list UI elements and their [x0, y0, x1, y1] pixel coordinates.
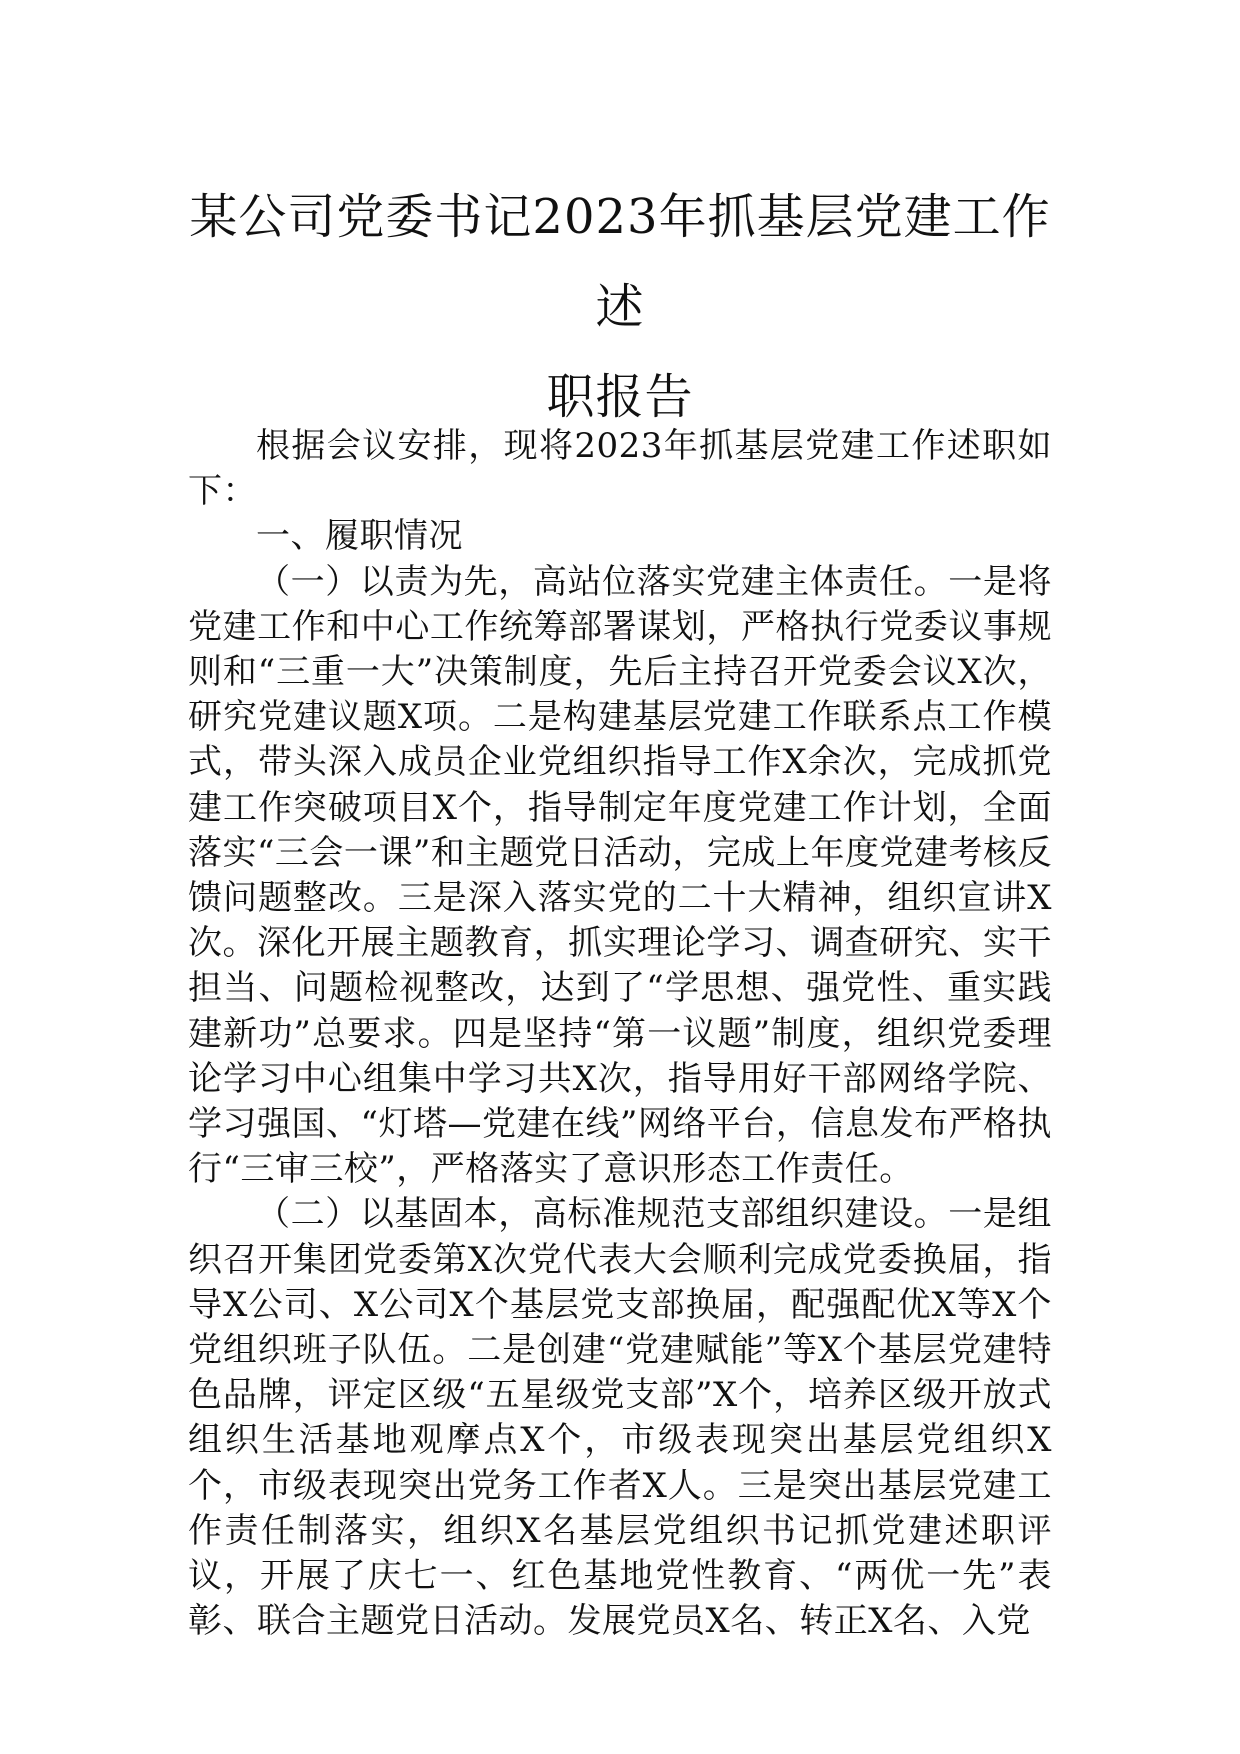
intro-paragraph: 根据会议安排，现将2023年抓基层党建工作述职如下： — [188, 426, 1052, 512]
body-paragraph: （一）以责为先，高站位落实党建主体责任。一是将党建工作和中心工作统筹部署谋划，严格执行党委议事规则和“三重一大”决策制度，先后主持召开党委会议X次，研究党建议题X项。二是构建基层党建工作联系点工作模式，带头深入成员企业党组织指导工作X余次，完成抓党建工作突破项目X个，指导制定年度党建工作计划，全面落实“三会一课”和主题党日活动，完成上年度党建考核反馈问题整改。三是深入落实党的二十大精神，组织宣讲X次。深化开展主题教育，抓实理论学习、调查研究、实干担当、问题检视整改，达到了“学思想、强党性、重实践建新功”总要求。四是坚持“第一议题”制度，组织党委理论学习中心组集中学习共X次，指导用好干部网络学院、学习强国、“灯塔—党建在线”网络平台，信息发布严格执行“三审三校”，严格落实了意识形态工作责任。 — [188, 561, 1052, 1190]
title-line-1: 某公司党委书记2023年抓基层党建工作述 — [189, 189, 1051, 335]
section-heading: 一、履职情况 — [256, 516, 463, 557]
document-body — [188, 424, 1052, 1644]
body-paragraph: （二）以基固本，高标准规范支部组织建设。一是组织召开集团党委第X次党代表大会顺利完成党委换届，指导X公司、X公司X个基层党支部换届，配强配优X等X个党组织班子队伍。二是创建“党建赋能”等X个基层党建特色品牌，评定区级“五星级党支部”X个，培养区级开放式组织生活基地观摩点X个，市级表现突出基层党组织X个，市级表现突出党务工作者X人。三是突出基层党建工作责任制落实，组织X名基层党组织书记抓党建述职评议，开展了庆七一、红色基地党性教育、“两优一先”表彰、联合主题党日活动。发展党员X名、转正X名、入党 — [188, 1194, 1052, 1642]
document-title — [180, 172, 1060, 442]
title-line-2: 职报告 — [546, 369, 694, 425]
